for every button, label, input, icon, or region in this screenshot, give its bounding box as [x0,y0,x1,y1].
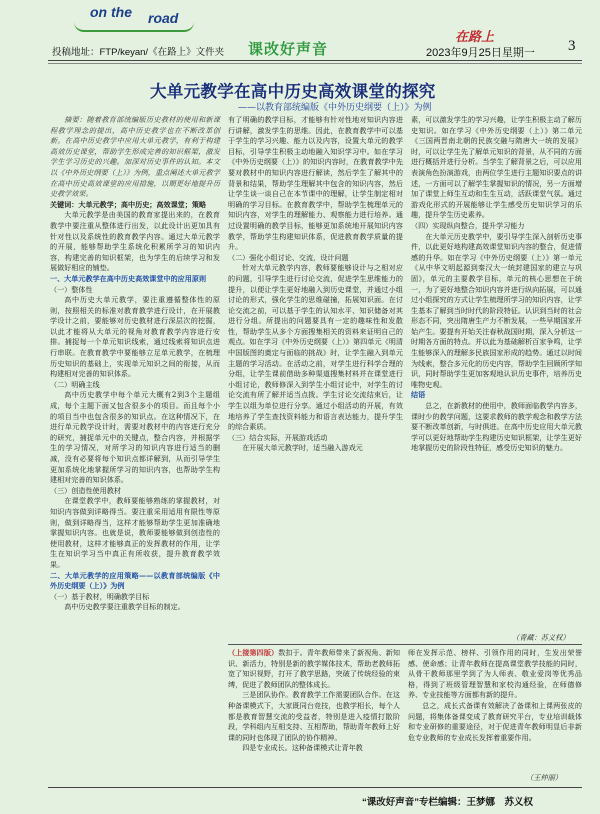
paragraph: 高中历史教学中每个单元大概有2到3个主题组成，每个主题下面又包含很多小的项目。而且每个小的项目当中也包含很多的知识点。在这种情况下，在进行单元教学设计时，需要对教材中的内容进行充分的研究，捕捉单元中的关键点，整合内容，并根据学生的学习情况，对所学习的知识内容进行适当的删减，没有必要将每个知识点都详解到，从而引导学生更加系统化地掌握所学习的知识内容，也帮助学生构建相对完善的知识体系。 [50,390,220,485]
brand-road-text: road [148,10,179,26]
paragraph: 师在发挥示范、榜样、引领作用的同时，生发出荣誉感、使命感；让青年教师在提高课堂教学技能的同时，从骨干教师那里学到了为人师表、敬业爱岗等优秀品格，得到了班级管理智慧和家校沟通经验，在师德修养、专业技能等方面都有新的提升。 [408,648,582,700]
article-author: （青藏：苏义权） [512,633,570,642]
subsection-heading: （三）创造性使用教材 [50,485,121,495]
section-heading: 二、大单元教学的应用策略——以教育部统编版《中外历史纲要（上）》为例 [50,570,220,591]
continued-tag: （上接第四版） [228,648,279,657]
paragraph: 总之，在新教材的使用中，教师面临教学内容多，课时少的教学问题，这要求教师的教学观念和教学方法要不断改革创新，与时俱进。在高中历史应用大单元教学可以更好地帮助学生构建历史知识框架，让学生更好地掌握历史的阶段性特征，感受历史知识的魅力。 [411,401,582,453]
paragraph: 总之，成长式备课有效解决了备课和上课两张皮的问题，将集体备课变成了教育研究平台，专业培训载体和专业研修的重要途径，对于促进青年教师明显后非新危专业教师的专业成长发挥着重要作用。 [408,700,582,742]
second-article-left [228,648,400,754]
subsection-heading: （二）强化小组讨论、交流，设计问题 [228,252,349,262]
subsection-heading: （二）明确主线 [50,379,100,389]
paragraph: 高中历史大单元教学，要注重遵循整体性的原则，按照相关的标准对教育教学进行设计，在开展教学设计之前，要能够对历史教材进行深层次的挖掘，以此才能将从大单元的视角对教育教学内容进行安排。捕捉每一个单元知识线索，通过线索将知识点进行串联。在教育教学中要能够立足单元教学，在梳理历史知识的基础上，实现单元知识之间的衔接，从而构建相对完善的知识体系。 [50,295,220,379]
header-rule [48,60,582,61]
keywords: 关键词：大单元教学；高中历史；高效课堂；策略 [50,199,207,209]
subsection-heading: （一）基于教材，明确教学目标 [50,591,150,601]
brand-on-text: on the [90,4,132,20]
paragraph: 大单元教学是由美国的教育家提出来的，在教育教学中要注重从整体进行出发，以此设计出更加具有针对性以及系统性的教育教学内容。通过大单元教学的开展，能够帮助学生系统化积累所学习的知识内容，构建完善的知识框架，也为学生的后续学习和发展做好相应的铺垫。 [50,210,220,273]
issue-date: 2023年9月25日星期一 [426,47,535,59]
page-header [0,0,600,70]
subsection-heading: （三）结合实际，开展游戏活动 [228,432,328,442]
article-title: 大单元教学在高中历史高效课堂的探究 [150,83,436,101]
page-number: 3 [568,38,576,54]
article-column-1 [50,115,220,613]
footer-rule [48,787,582,788]
column-name: 课改好声音 [248,41,329,58]
subsection-heading: （一）整体性 [50,284,93,294]
brand-swash-icon [74,22,194,32]
paragraph: 有了明确的教学目标，才能够有针对性地对知识内容进行讲解，激发学生的思维。因此，在教育教学中可以基于学生的学习兴趣、能力以及内容，设置大单元的教学目标，引导学生积极主动地融入知识学习中。如在学习《中外历史纲要（上）》的知识内容时，在教育教学中先要对教材中的知识内容进行解读，然后学生了解其中的背景和结果，帮助学生理解其中包含的知识内容，然后让学生谈一谈自己在本节课中的理解，让学生制定相对明确的学习目标。在教育教学中，帮助学生梳理单元的知识内容，对学生的理解能力、观察能力进行培养。通过设置明确的教学目标，能够更加系统地开展知识内容教学，帮助学生构建知识体系，促进教育教学质量的提升。 [228,115,403,252]
paragraph: 四是专业成长。这种备课模式让青年教 [242,743,363,753]
section-heading: 一、大单元教学在高中历史高效课堂中的应用原则 [50,273,207,283]
paragraph: 在课堂教学中，教师要能够熟练的掌握教材，对知识内容做到详略得当。要注重采用适用有限性等原则，做到详略得当，这样才能够帮助学生更加准确地掌握知识内容。也就是说，教师要能够做到创造性的使用教材，这样才能够真正的发挥教材的作用，让学生在知识学习当中真正有所收获，提升教育教学效果。 [50,496,220,569]
paragraph: 三是团队协作。教育教学工作需要团队合作。在这种备课模式下，大家既同台竞技，也教学相长，每个人都是教育智慧交流的受益者，特别是进入疫情打散阶段，学科组内互相支持、互相帮助，帮助青年教师上好课的同时也体现了团队的协作精神。 [228,690,400,742]
article-column-3 [411,115,582,454]
header-rule-thin [48,63,582,64]
submission-address: 投稿地址：FTP/keyan/《在路上》文件夹 [52,47,225,58]
subsection-heading: （四）实现纵向整合，提升学习能力 [411,220,525,230]
article-subtitle: ——以教育部统编版《中外历史纲要（上）》为例 [238,103,432,113]
abstract: 摘要：随着教育部统编版历史教材的使用和新课程教学理念的提出，高中历史教学也在不断改革创新。在高中历史教学中应用大单元教学，有利于构建高效历史课堂，帮助学生形成完善的知识框架，激发学生学习历史的兴趣。加深对历史事件的认知。本文以《中外历史纲要（上）》为例，重点阐述大单元教学在高中历史高效课堂的应用措施，以期更好地提升历史教学效果。 [50,115,220,199]
paragraph: 素，可以激发学生的学习兴趣，让学生积极主动了解历史知识。如在学习《中外历史纲要（上）》第二单元《三国两晋南北朝的民族交融与隋唐大一统的发展》时，可以让学生先了解单元知识的背景，从不同的方面进行概括并进行分析。当学生了解背景之后，可以应用表演角色扮演游戏，由两位学生进行主题知识要点的讲述，一方面可以了解学生掌握知识的情况，另一方面增加了课堂上师生互动和生生互动，活跃课堂气氛。通过游戏化形式的开展能够让学生感受历史知识学习的乐趣，提升学生历史素养。 [411,115,582,220]
article-divider [228,644,582,645]
paragraph: 针对大单元教学内容，教师要能够设计与之相对应的问题，引导学生进行讨论交流，促进学生思维能力的提升，以便让学生更好地融入到历史课堂，并通过小组讨论的形式，强化学生的思维碰撞，拓展知识面。在讨论交流之前，可以基于学生的认知水平、知识储备对其进行分组。所提出的问题要具有一定的趣味性和发散性，帮助学生从多个方面搜集相关的资料来证明自己的观点。如在学习《中外历史纲要（上）》第四单元《明清中国版图的奠定与面临的挑战》时，让学生融入到单元主题的学习活动。在活动之前，对学生进行科学合理的分组，让学生课前借助多种渠道搜集材料并在课堂进行小组讨论，教师修深入到学生小组讨论中，对学生的讨论交流有所了解并适当点拨。学生讨论交流结束后，让学生以组为单位进行分享。通过小组活动的开展，有效地培养了学生查找资料能力和语言表达能力，提升学生的综合素质。 [228,263,403,432]
article-column-2 [228,115,403,454]
paragraph: 高中历史教学要注重教学目标的制定。 [64,602,185,612]
paper-name: 在路上 [455,30,495,45]
paragraph: 在开展大单元教学时，适当融入游戏元 [242,443,363,453]
paragraph: （上接第四版）数扣于。青年教师带来了新视角、新知识、新活力，特别是新的教学媒体技术，帮助老教师拓宽了知识视野，打开了教学思路，突破了传统经验的束缚，促进了教师团队的整体成长。 [228,648,401,689]
second-article-right [408,648,582,743]
conclusion-heading: 结语 [411,390,426,400]
footer-editors: “课改好声音”专栏编辑：王梦娜 苏义权 [362,797,534,808]
paragraph: 在大单元历史教学中，要引导学生深入剖析历史事件，以此更好地构建高效课堂知识内容的整合，促进情感的升华。如在学习《中外历史纲要（上）》第一单元《从中华文明起源到秦汉大一统封建国家的建立与巩固》，单元的主要教学目标，单元的核心思想在于统一，为了更好地整合知识内容并进行纵向拓展，可以通过小组探究的方式让学生梳理所学习的知识内容，让学生基本了解到当时时代的阶段特征。认识到当时的社会形态不同，突出隋唐生产力不断发展，一些早期国家开始产生。要提有开始关注春秋战国时期，深入分析这一时期各方面的特点。并以此为基础解析百家争鸣，让学生能够深入的理解多民族国家形成的趋势。通过以时间为线索，整合多元化的历史内容，帮助学生回顾所学知识，同时帮助学生更加客观地认识历史事件，培养历史唯物史观。 [411,231,582,389]
second-article-author: （王仲丽） [526,773,562,782]
